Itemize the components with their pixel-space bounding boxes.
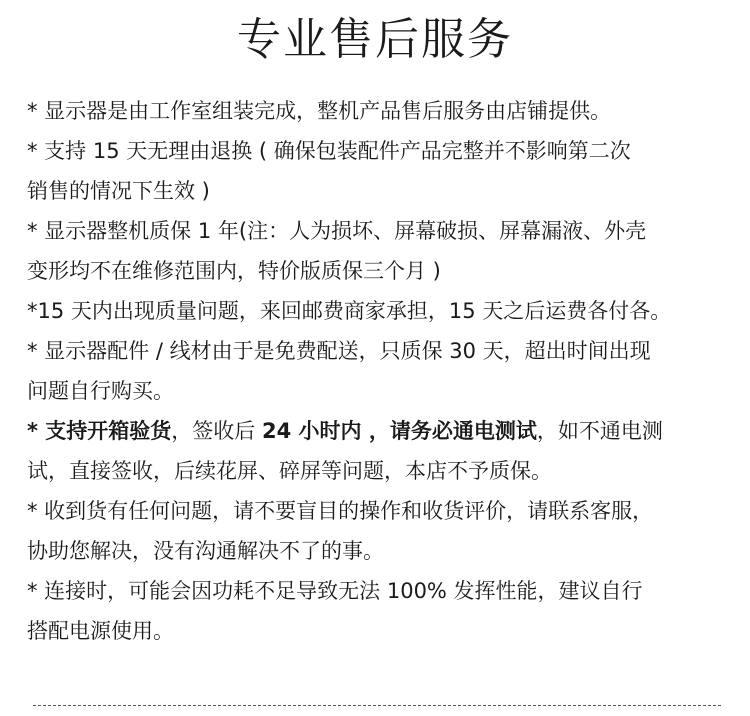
- inspection-normal-1: ，签收后: [171, 419, 262, 443]
- term-contact-service: * 收到货有任何问题，请不要盲目的操作和收货评价，请联系客服，: [27, 499, 654, 523]
- inspection-normal-2: ，如不通电测: [536, 419, 663, 443]
- term-inspection: [27, 411, 727, 451]
- term-one-year-warranty: * 显示器整机质保 1 年(注：人为损坏、屏幕破损、屏幕漏液、外壳: [27, 219, 647, 243]
- page-title: 专业售后服务: [237, 14, 513, 65]
- term-accessory-warranty: * 显示器配件 / 线材由于是免费配送，只质保 30 天，超出时间出现: [27, 339, 651, 363]
- term-inspection-cont: 试，直接签收，后续花屏、碎屏等问题，本店不予质保。: [27, 459, 552, 483]
- term-one-year-warranty-cont: 变形均不在维修范围内，特价版质保三个月 ): [27, 259, 441, 283]
- dashed-divider: [33, 705, 721, 706]
- term-contact-service-cont: 协助您解决，没有沟通解决不了的事。: [27, 539, 384, 563]
- term-15-day-return: * 支持 15 天无理由退换 ( 确保包装配件产品完整并不影响第二次: [27, 139, 631, 163]
- term-shipping-cost: *15 天内出现质量问题，来回邮费商家承担，15 天之后运费各付各。: [27, 299, 672, 323]
- term-power-supply-cont: 搭配电源使用。: [27, 619, 174, 643]
- term-power-supply: * 连接时，可能会因功耗不足导致无法 100% 发挥性能，建议自行: [27, 579, 643, 603]
- inspection-bold-1: * 支持开箱验货: [27, 419, 172, 443]
- after-sales-terms: [27, 91, 727, 651]
- term-accessory-warranty-cont: 问题自行购买。: [27, 379, 174, 403]
- inspection-bold-2: 24 小时内 ，请务必通电测试: [261, 419, 537, 443]
- term-15-day-return-cont: 销售的情况下生效 ): [27, 179, 210, 203]
- term-display-warranty-provider: * 显示器是由工作室组装完成，整机产品售后服务由店铺提供。: [27, 99, 612, 123]
